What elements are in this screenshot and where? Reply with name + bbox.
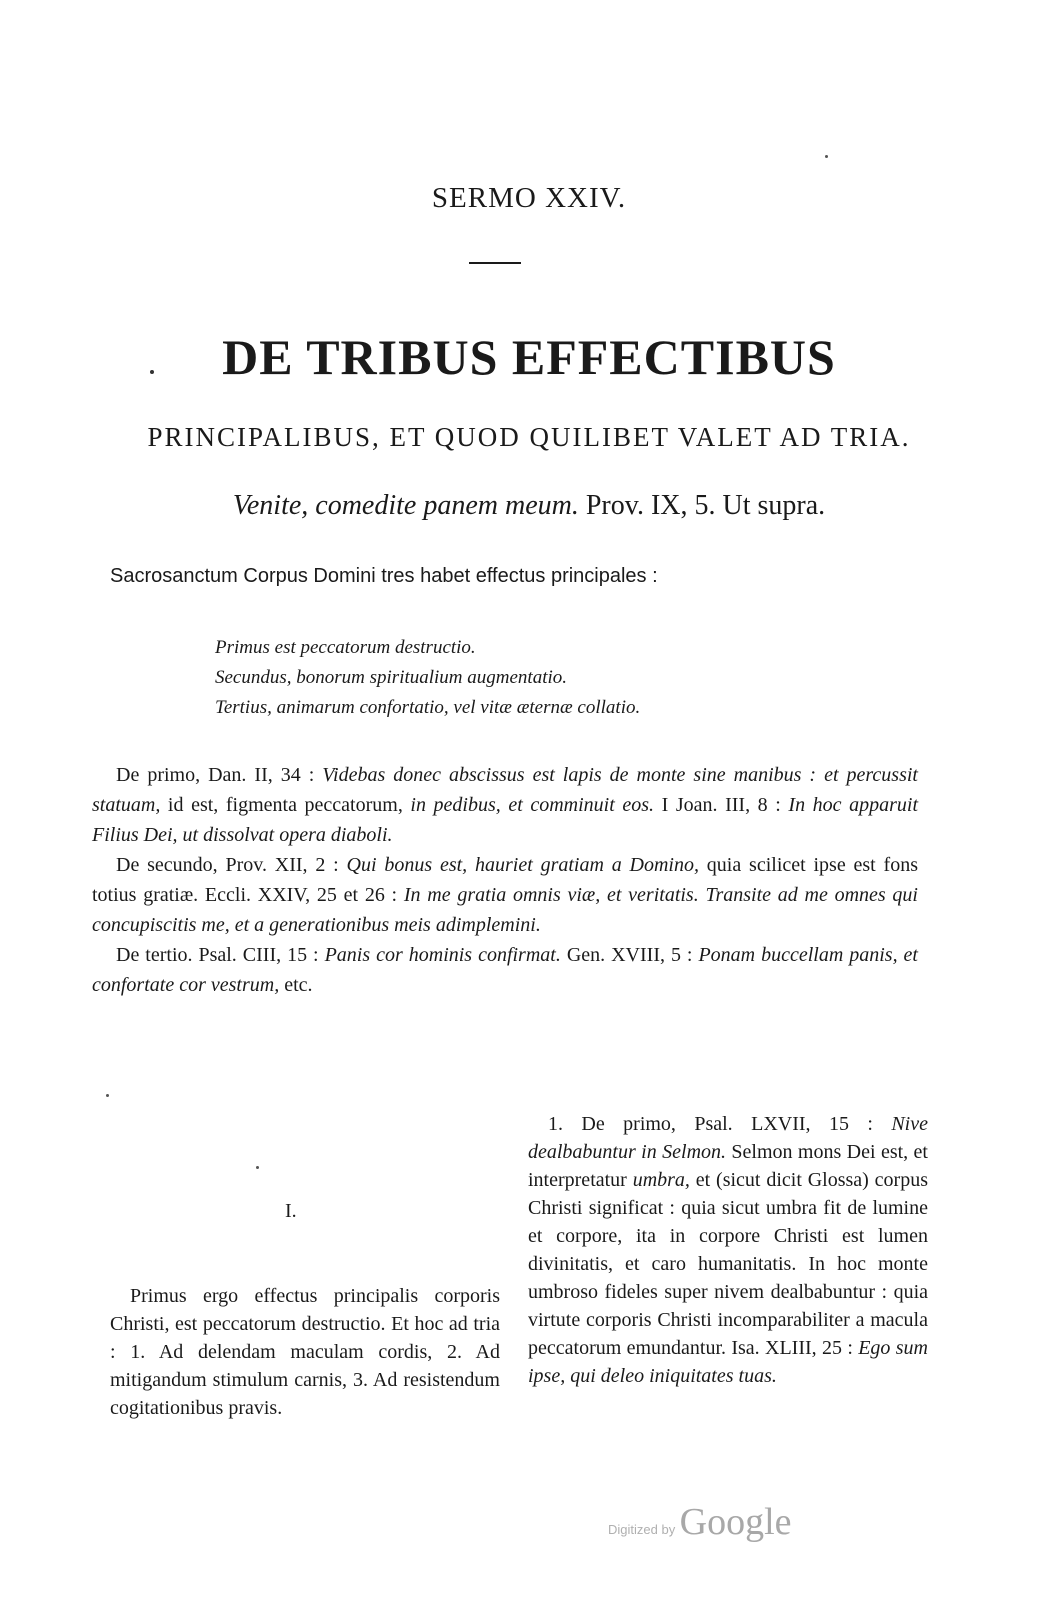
heading-rule [469,262,521,264]
citation-text: Videbas donec abscissus est lapis de monte sine manibus : et percussit statuam, [92,764,918,816]
sermon-subtitle: PRINCIPALIBUS, ET QUOD QUILIBET VALET AD TRIA. [147,422,911,452]
verse-reference: Prov. IX, 5. Ut supra. [585,490,826,521]
text-run: De secundo, Prov. XII, 2 : [116,854,347,876]
section-intro-paragraph: Primus ergo effectus principalis corporis Christi, est peccatorum destructio. Et hoc ad tria : 1. Ad delendam maculam cordis, 2. Ad mitigandum stimulum carnis, 3. Ad resistendum cogitationibus pravis. [110,1285,500,1419]
citation-text: In hoc apparuit Filius Dei, ut dissolvat opera diaboli. [92,794,919,846]
text-run: 1. De primo, Psal. LXVII, 15 : [548,1113,892,1135]
intro-sentence: Sacrosanctum Corpus Domini tres habet effectus principales : [110,565,658,587]
body-text [92,760,918,1000]
watermark-brand: Google [679,1501,792,1543]
theme-verse [0,490,1058,522]
text-run: De tertio. Psal. CIII, 15 : [116,944,325,966]
text-run: Selmon mons Dei est, et interpretatur [528,1141,928,1191]
citation-text: Panis cor hominis confirmat. [324,944,561,966]
sermon-title-text: DE TRIBUS EFFECTIBUS [222,329,836,385]
speck [256,1166,259,1169]
section-first-point-paragraph [528,1110,928,1390]
text-run: Gen. XVIII, 5 : [560,944,699,966]
citation-text: Qui bonus est, hauriet gratiam a Domino, [346,854,699,876]
speck [106,1094,109,1097]
right-column [528,1110,928,1390]
citation-text: Ego sum ipse, qui deleo iniquitates tuas. [528,1337,928,1387]
text-run: et (sicut dicit Glossa) corpus Christi significat : quia sicut umbra fit de lumine et corpore, ita in corpore Christi est lumen divinitatis, et caro humanitatis. In hoc monte umbroso fideles super nivem dealbabuntur : quia virtute corporis Christi incomparabiliter a macula peccatorum emundantur. Isa. XLIII, 25 : [528,1169,928,1359]
watermark-prefix: Digitized by [608,1522,676,1537]
sermon-title [0,328,1058,386]
paragraph-de-primo [92,760,918,850]
paragraph-de-tertio [92,940,918,1000]
text-run: etc. [279,974,313,996]
effect-item: Primus est peccatorum destructio. [215,637,476,658]
sermon-number-heading: SERMO XXIV. [431,182,627,214]
effect-item: Tertius, animarum confortatio, vel vitæ æternæ collatio. [215,697,641,718]
left-column [110,1282,500,1422]
citation-text: In me gratia omnis viæ, et veritatis. Transite ad me omnes qui concupiscitis me, et a generationibus meis adimplemini. [92,884,918,936]
text-run: I Joan. III, 8 : [654,794,789,816]
speck [825,155,828,158]
text-run: id est, figmenta peccatorum, [160,794,411,816]
citation-text: umbra, [632,1169,690,1191]
section-numeral: I. [285,1200,297,1222]
citation-text: Ponam buccellam panis, et confortate cor vestrum, [92,944,918,996]
speck [150,370,154,374]
paragraph-de-secundo [92,850,918,940]
digitization-watermark [608,1500,792,1544]
citation-text: Nive dealbabuntur in Selmon. [528,1113,928,1163]
text-run: De primo, Dan. II, 34 : [116,764,323,786]
text-run: quia scilicet ipse est fons totius gratiæ. Eccli. XXIV, 25 et 26 : [92,854,918,906]
verse-quote: Venite, comedite panem meum. [232,490,579,521]
effect-item: Secundus, bonorum spiritualium augmentatio. [215,667,568,688]
citation-text: in pedibus, et comminuit eos. [410,794,655,816]
